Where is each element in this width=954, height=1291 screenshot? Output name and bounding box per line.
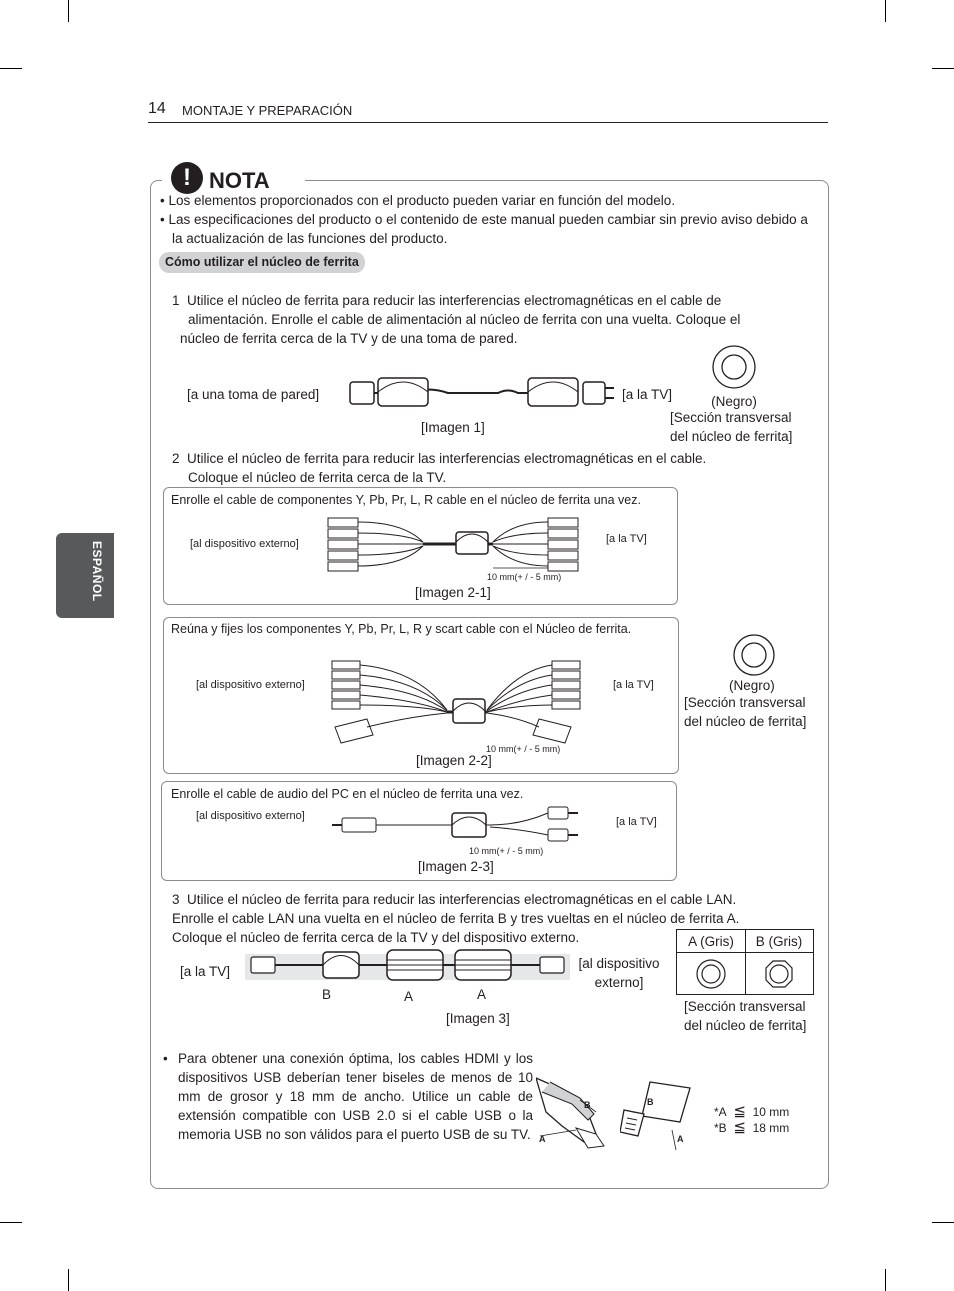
- usb-stick-illustration: [620, 1074, 700, 1154]
- step3-label-right: [al dispositivo externo]: [578, 956, 660, 990]
- step1-label-left: [a una toma de pared]: [187, 387, 320, 402]
- crop-mark: [932, 1222, 954, 1223]
- box2-dimension: 10 mm(+ / - 5 mm): [486, 744, 561, 754]
- box3-dimension: 10 mm(+ / - 5 mm): [469, 846, 544, 856]
- hdmi-label-a: A: [539, 1134, 546, 1144]
- ferrite-cross-section-b: [763, 958, 795, 990]
- core-label-a1: A: [404, 989, 414, 1004]
- step2-cross-section-color: (Negro): [729, 678, 775, 693]
- table-col-a: A (Gris): [688, 934, 734, 949]
- language-tab: [56, 533, 114, 618]
- box1-dimension: 10 mm(+ / - 5 mm): [487, 572, 562, 582]
- hdmi-connector-illustration: [536, 1072, 626, 1150]
- page-number: 14: [148, 100, 166, 117]
- warning-icon: !: [171, 162, 203, 194]
- step3-label-left: [a la TV]: [180, 964, 231, 979]
- crop-mark: [68, 1269, 69, 1291]
- subheading-pill: Cómo utilizar el núcleo de ferrita: [159, 252, 365, 273]
- page-header: [148, 100, 828, 123]
- step1-caption: [Imagen 1]: [421, 420, 485, 435]
- box2-text: Reúna y fijes los componentes Y, Pb, Pr, L, R y scart cable con el Núcleo de ferrita.: [171, 622, 632, 636]
- box3-label-left: [al dispositivo externo]: [196, 810, 305, 822]
- ferrite-type-table: [676, 929, 814, 995]
- box1-text: Enrolle el cable de componentes Y, Pb, Pr, L, R cable en el núcleo de ferrita una vez.: [171, 493, 641, 507]
- step3-cross-section-desc: [Sección transversal del núcleo de ferrita]: [684, 999, 807, 1033]
- box3-caption: [Imagen 2-3]: [418, 859, 494, 874]
- step1-cross-section-label: (Negro): [711, 394, 757, 409]
- lan-cable-illustration: [245, 944, 570, 986]
- box1-caption: [Imagen 2-1]: [415, 585, 491, 600]
- crop-mark: [0, 1222, 22, 1223]
- hdmi-label-b: B: [584, 1100, 591, 1110]
- ferrite-cross-section-a: [695, 958, 727, 990]
- section-title: MONTAJE Y PREPARACIÓN: [182, 103, 353, 118]
- bullet-item: • Las especificaciones del producto o el contenido de este manual pueden cambiar sin previo aviso debido a la actualización de las funciones del producto.: [160, 212, 808, 246]
- power-cable-illustration: [348, 368, 618, 418]
- box2-label-right: [a la TV]: [613, 679, 654, 691]
- component-cable-illustration: [323, 512, 583, 574]
- pc-audio-cable-illustration: [330, 803, 590, 849]
- crop-mark: [932, 68, 954, 69]
- nota-title: NOTA: [209, 168, 270, 193]
- ferrite-cross-section-black: [711, 344, 757, 390]
- core-label-b: B: [322, 987, 332, 1002]
- component-scart-cable-illustration: [327, 655, 587, 747]
- step2-cross-section-desc: [Sección transversal del núcleo de ferrita]: [684, 695, 807, 729]
- step1-text: 1 Utilice el núcleo de ferrita para reducir las interferencias electromagnéticas en el cable de alimentación. Enrolle el cable de alimentación al núcleo de ferrita con una vuelta. Coloque el núcleo de ferrita cerca de la TV y de una toma de pared.: [172, 293, 741, 346]
- ferrite-cross-section-black-2: [732, 633, 776, 677]
- bullet: •: [163, 1051, 168, 1066]
- crop-mark: [885, 0, 886, 22]
- box3-text: Enrolle el cable de audio del PC en el núcleo de ferrita una vez.: [171, 787, 524, 801]
- step1-label-right: [a la TV]: [622, 387, 673, 402]
- hdmi-usb-note: • Para obtener una conexión óptima, los cables HDMI y los dispositivos USB deberían tener biseles de menos de 10 mm de grosor y 18 mm de ancho. Utilice un cable de extensión compatible con USB 2.0 si el cable USB o la memoria USB no son válidos para el puerto USB de su TV.: [163, 1051, 533, 1142]
- box2-caption: [Imagen 2-2]: [416, 753, 492, 768]
- step3-text: 3 Utilice el núcleo de ferrita para reducir las interferencias electromagnéticas en el cable LAN. Enrolle el cable LAN una vuelta en el núcleo de ferrita B y tres vueltas en el núcleo de ferrita A. Coloque el núcleo de ferrita cerca de la TV y del dispositivo externo.: [172, 892, 740, 945]
- nota-title-line: [270, 180, 305, 181]
- step3-caption: [Imagen 3]: [446, 1011, 510, 1026]
- step2-text: 2 Utilice el núcleo de ferrita para reducir las interferencias electromagnéticas en el cable. Coloque el núcleo de ferrita cerca de la TV.: [172, 451, 707, 485]
- core-label-a2: A: [477, 987, 487, 1002]
- crop-mark: [68, 0, 69, 22]
- language-tab-label: ESPAÑOL: [90, 541, 104, 602]
- usb-label-a: A: [677, 1134, 684, 1144]
- step1-cross-section-desc: [Sección transversal del núcleo de ferrita]: [670, 410, 793, 444]
- box3-label-right: [a la TV]: [616, 816, 657, 828]
- table-col-b: B (Gris): [755, 934, 803, 949]
- bullet-item: • Los elementos proporcionados con el producto pueden variar en función del modelo.: [160, 193, 676, 208]
- nota-bullets: [160, 191, 810, 248]
- box1-label-right: [a la TV]: [606, 533, 647, 545]
- crop-mark: [0, 68, 22, 69]
- box1-label-left: [al dispositivo externo]: [190, 538, 299, 550]
- box2-label-left: [al dispositivo externo]: [196, 679, 305, 691]
- size-spec: *A ≦ 10 mm *B ≦ 18 mm: [714, 1103, 790, 1136]
- usb-label-b: B: [647, 1097, 654, 1107]
- crop-mark: [885, 1269, 886, 1291]
